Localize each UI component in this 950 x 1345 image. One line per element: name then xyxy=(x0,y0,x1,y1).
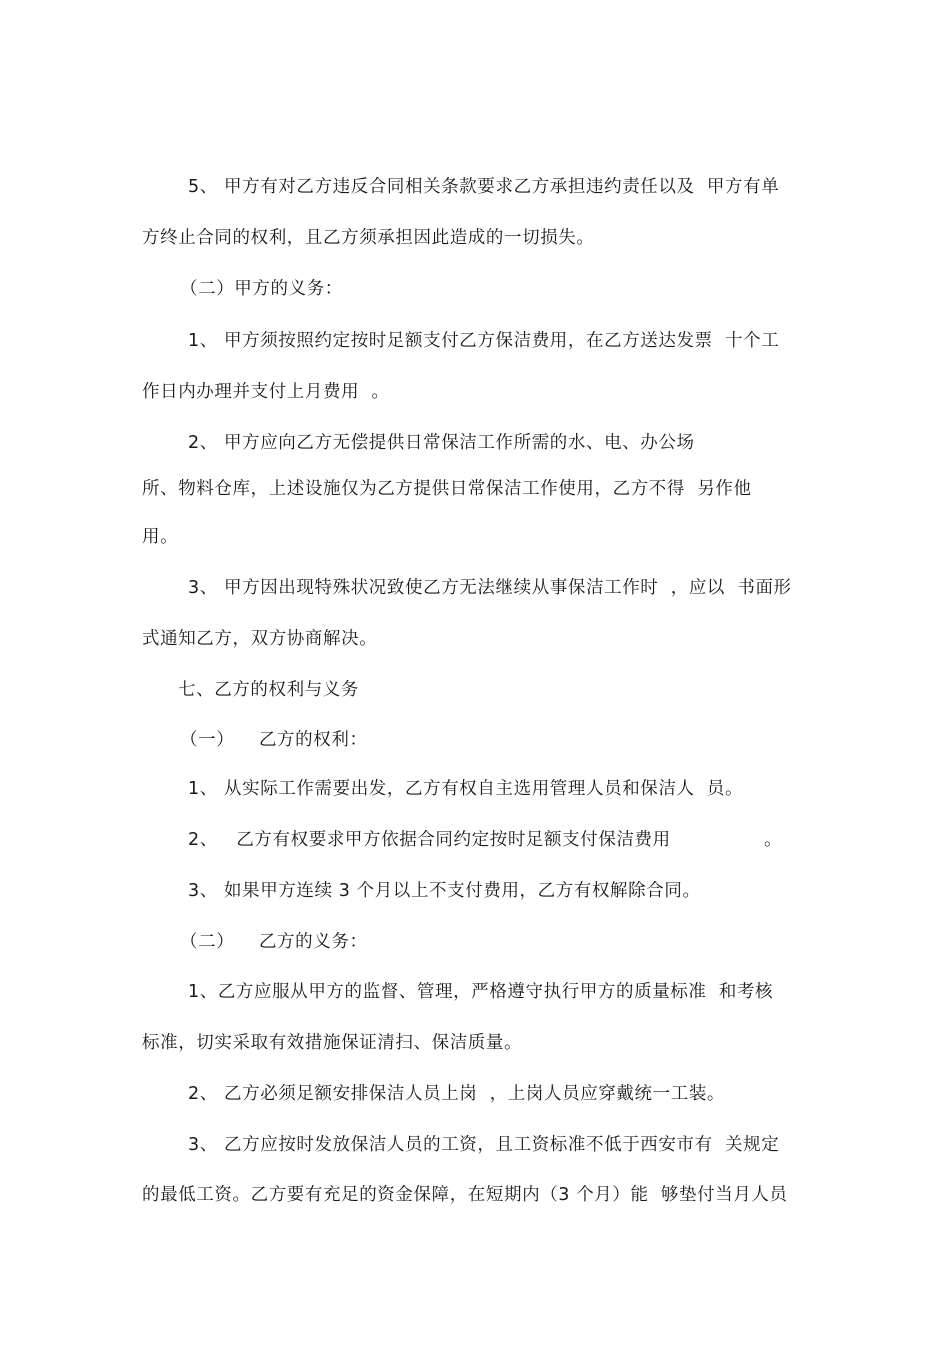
text-line: 2、 乙方必须足额安排保洁人员上岗 ，上岗人员应穿戴统一工装。 xyxy=(188,1084,726,1104)
text-line: 1、乙方应服从甲方的监督、管理，严格遵守执行甲方的质量标准 和考核 xyxy=(188,982,774,1002)
text-line: 所、物料仓库，上述设施仅为乙方提供日常保洁工作使用，乙方不得 另作他 xyxy=(142,479,752,499)
section-heading: 七、乙方的权利与义务 xyxy=(178,680,359,700)
text-line: 方终止合同的权利，且乙方须承担因此造成的一切损失。 xyxy=(142,228,595,248)
section-heading: （二） 乙方的义务： xyxy=(180,932,368,952)
text-line: 3、 乙方应按时发放保洁人员的工资，且工资标准不低于西安市有 关规定 xyxy=(188,1135,780,1155)
section-heading: （一） 乙方的权利： xyxy=(180,730,368,750)
text-line: 。 xyxy=(764,830,783,850)
text-line: 标准，切实采取有效措施保证清扫、保洁质量。 xyxy=(142,1033,523,1053)
text-line: 作日内办理并支付上月费用 。 xyxy=(142,382,390,402)
section-heading: （二）甲方的义务： xyxy=(180,279,343,299)
text-line: 3、 如果甲方连续 3 个月以上不支付费用，乙方有权解除合同。 xyxy=(188,881,701,901)
text-line: 式通知乙方，双方协商解决。 xyxy=(142,629,378,649)
text-line: 的最低工资。乙方要有充足的资金保障，在短期内（3 个月）能 够垫付当月人员 xyxy=(142,1185,788,1205)
text-line: 2、 乙方有权要求甲方依据合同约定按时足额支付保洁费用 xyxy=(188,830,671,850)
text-line: 3、 甲方因出现特殊状况致使乙方无法继续从事保洁工作时 ，应以 书面形 xyxy=(188,578,792,598)
text-line: 1、 从实际工作需要出发，乙方有权自主选用管理人员和保洁人 员。 xyxy=(188,779,744,799)
text-line: 用。 xyxy=(142,527,179,547)
text-line: 2、 甲方应向乙方无偿提供日常保洁工作所需的水、电、办公场 xyxy=(188,433,695,453)
text-line: 1、 甲方须按照约定按时足额支付乙方保洁费用，在乙方送达发票 十个工 xyxy=(188,331,780,351)
text-line: 5、 甲方有对乙方违反合同相关条款要求乙方承担违约责任以及 甲方有单 xyxy=(188,177,780,197)
